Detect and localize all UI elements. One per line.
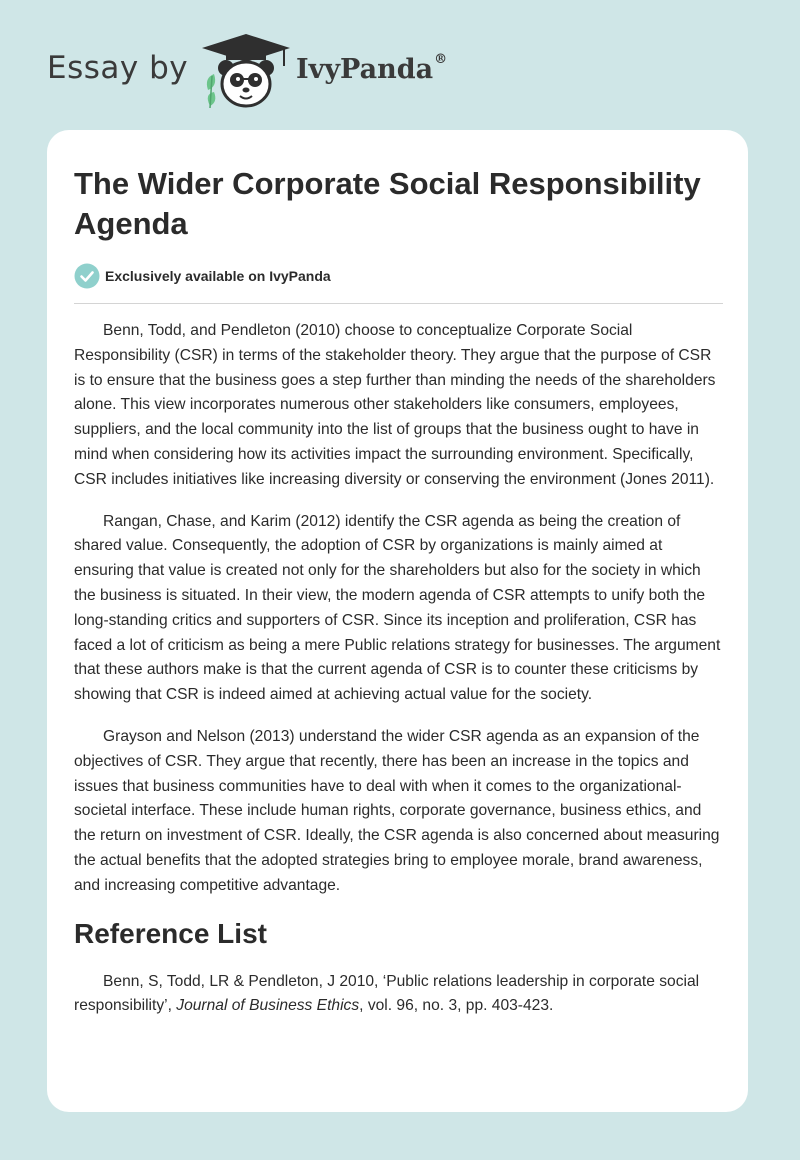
divider	[74, 303, 723, 304]
reference-journal: Journal of Business Ethics	[176, 997, 360, 1015]
reference-details: , vol. 96, no. 3, pp. 403-423.	[359, 997, 554, 1015]
brand-name: IvyPanda	[296, 54, 434, 85]
site-header	[0, 0, 800, 130]
exclusive-label: Exclusively available on IvyPanda	[105, 268, 331, 284]
registered-mark: ®	[434, 52, 448, 67]
article-card	[47, 130, 748, 1112]
reference-list-heading: Reference List	[74, 917, 267, 949]
page-title: The Wider Corporate Social Responsibility Agenda	[74, 166, 701, 241]
paragraph: Grayson and Nelson (2013) understand the wider CSR agenda as an expansion of the objectives of CSR. They argue that recently, there has been an increase in the topics and issues that business communities have to deal with when it comes to the organizational-societal interface. These include human rights, corporate governance, business ethics, and the return on investment of CSR. Ideally, the CSR agenda is also concerned about measuring the actual benefits that the adopted strategies bring to employee morale, brand awareness, and increasing competitive advantage.	[74, 727, 720, 894]
panda-graduate-icon[interactable]	[200, 32, 292, 110]
check-badge-icon	[74, 263, 100, 289]
brand-logo[interactable]	[296, 54, 447, 85]
essay-by-label: Essay by	[47, 50, 189, 86]
reference-text: Benn, S, Todd, LR & Pendleton, J 2010, ‘Public relations leadership in corporate social responsibility’,	[74, 972, 700, 1015]
reference-item	[74, 970, 726, 1020]
article-body	[74, 319, 726, 1019]
paragraph: Rangan, Chase, and Karim (2012) identify the CSR agenda as being the creation of shared value. Consequently, the adoption of CSR by organizations is mainly aimed at ensuring that value is created not only for the shareholders but also for the society in which the business is situated. In their view, the modern agenda of CSR attempts to unify both the long-standing critics and supporters of CSR. Since its inception and proliferation, CSR has faced a lot of criticism as being a mere Public relations strategy for businesses. The argument that these authors make is that the current agenda of CSR is to counter these criticisms by showing that CSR is indeed aimed at achieving actual value for the society.	[74, 512, 721, 704]
exclusive-badge	[74, 263, 331, 289]
paragraph: Benn, Todd, and Pendleton (2010) choose to conceptualize Corporate Social Responsibility (CSR) in terms of the stakeholder theory. They argue that the purpose of CSR is to ensure that the business goes a step further than minding the needs of the shareholders alone. This view incorporates numerous other stakeholders like consumers, employees, suppliers, and the local community into the list of groups that the business ought to have in mind when considering how its activities impact the surrounding environment. Specifically, CSR includes initiatives like increasing diversity or conserving the environment (Jones 2011).	[74, 322, 716, 488]
